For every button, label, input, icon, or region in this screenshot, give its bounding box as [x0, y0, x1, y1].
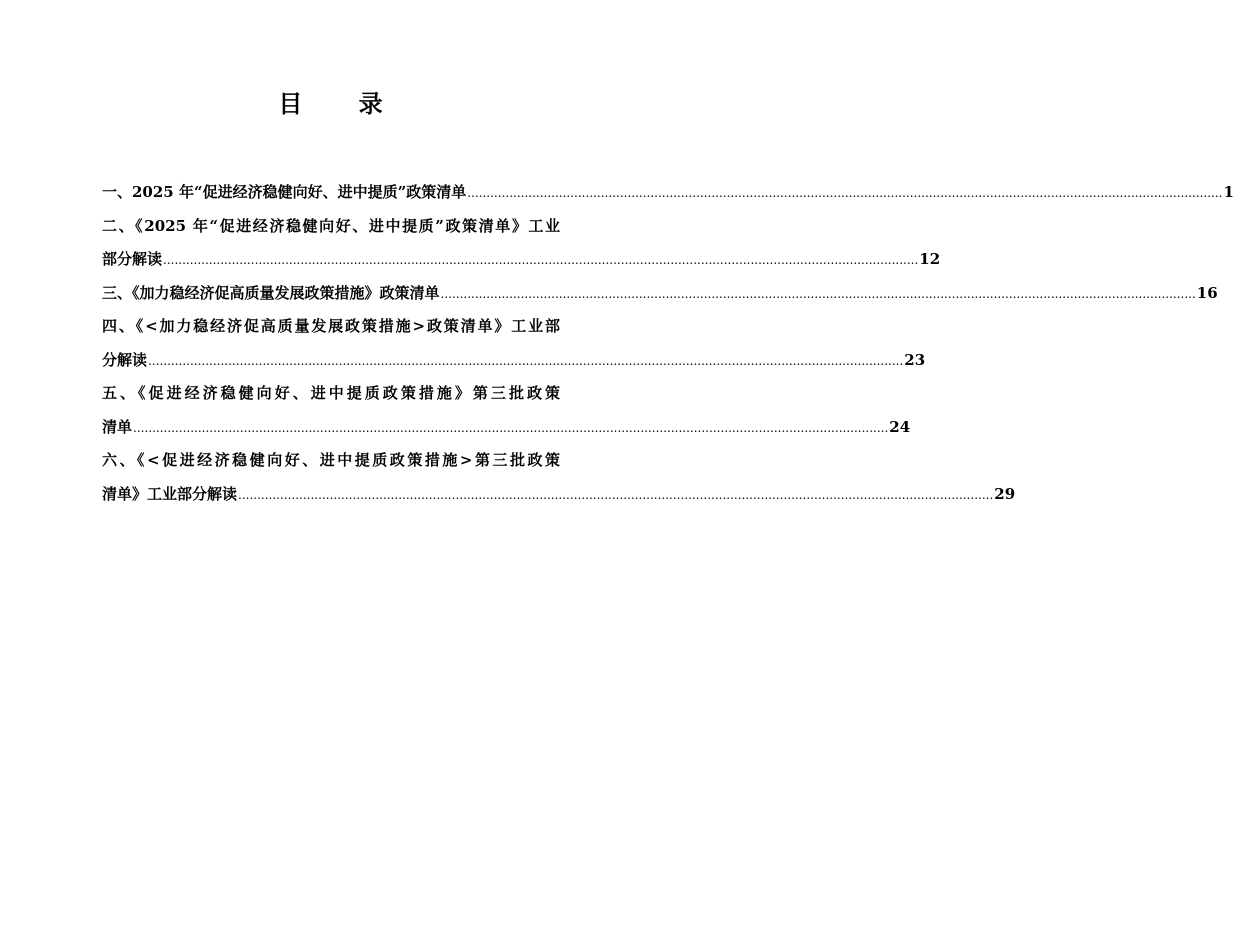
- toc-entry-4-line-2[interactable]: [102, 344, 926, 378]
- toc-leader-dots: ......................................................................................................................................................................................................: [467, 186, 1223, 200]
- toc-leader-dots: ......................................................................................................................................................................................................: [163, 253, 919, 267]
- toc-page-number: 16: [1196, 283, 1218, 302]
- toc-page-number: 29: [994, 484, 1016, 503]
- toc-entry-title-cont: 分解读: [102, 350, 148, 369]
- toc-entry-6-line-1[interactable]: [102, 444, 560, 478]
- toc-entry-title-cont: 部分解读: [102, 250, 163, 268]
- toc-leader-dots: ......................................................................................................................................................................................................: [238, 487, 994, 502]
- toc-entry-6-line-2[interactable]: [102, 478, 1016, 512]
- toc-entry-title-cont: 清单: [102, 417, 133, 436]
- toc-entry-2-line-2[interactable]: [102, 243, 941, 277]
- toc-entry-4-line-1[interactable]: [102, 310, 560, 344]
- toc-entry-2-line-1[interactable]: [102, 210, 560, 244]
- toc-entry-title: 六、《<促进经济稳健向好、进中提质政策措施>第三批政策: [102, 451, 560, 469]
- toc-page-number: 12: [919, 250, 941, 268]
- toc-entry-5-line-2[interactable]: [102, 411, 911, 445]
- toc-entry-title-cont: 清单》工业部分解读: [102, 484, 238, 503]
- toc-entry-3[interactable]: [102, 277, 1218, 311]
- toc-page-number: 1: [1223, 183, 1234, 201]
- toc-leader-dots: ......................................................................................................................................................................................................: [440, 286, 1196, 301]
- toc-page-number: 24: [889, 417, 911, 436]
- toc-leader-dots: ......................................................................................................................................................................................................: [133, 420, 889, 435]
- toc-entry-title: 四、《<加力稳经济促高质量发展政策措施>政策清单》工业部: [102, 317, 560, 335]
- toc-entry-title: 五、《促进经济稳健向好、进中提质政策措施》第三批政策: [102, 384, 560, 402]
- toc-entry-title: 三、《加力稳经济促高质量发展政策措施》政策清单: [102, 283, 440, 302]
- toc-page-number: 23: [904, 350, 926, 369]
- toc-entry-title: 一、2025 年“促进经济稳健向好、进中提质”政策清单: [102, 183, 467, 201]
- toc-entry-1[interactable]: [102, 176, 1234, 210]
- page-title: 目 录: [278, 89, 407, 118]
- toc-leader-dots: ......................................................................................................................................................................................................: [148, 353, 904, 368]
- table-of-contents: [102, 176, 1234, 511]
- toc-entry-5-line-1[interactable]: [102, 377, 560, 411]
- toc-entry-title: 二、《2025 年“促进经济稳健向好、进中提质”政策清单》工业: [102, 216, 560, 235]
